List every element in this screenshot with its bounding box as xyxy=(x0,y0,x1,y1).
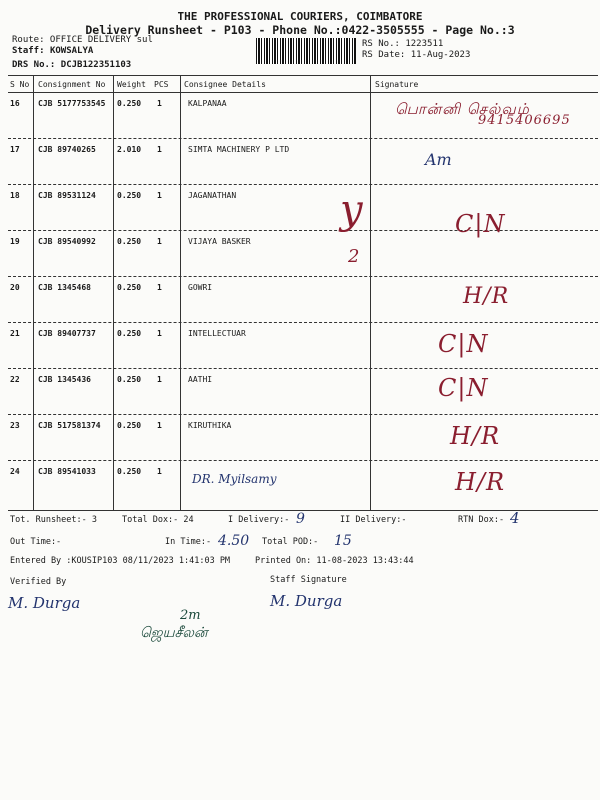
row-divider xyxy=(8,414,598,415)
bracket-count: 2 xyxy=(348,246,361,267)
row-weight: 0.250 xyxy=(117,375,142,384)
row-consignee: KALPANAA xyxy=(188,99,227,108)
col-consignment: Consignment No xyxy=(38,80,106,89)
row-signature: H/R xyxy=(455,468,506,496)
extra-signature-tamil: ஜெயசீலன் xyxy=(140,625,208,641)
row-sno: 24 xyxy=(10,467,20,476)
col-weight: Weight xyxy=(117,80,146,89)
in-time-value: 4.50 xyxy=(218,533,250,549)
row-divider xyxy=(8,276,598,277)
row-pcs: 1 xyxy=(157,145,162,154)
row-weight: 0.250 xyxy=(117,329,142,338)
row-consignment: CJB 517581374 xyxy=(38,421,101,430)
rtn-dox-label: RTN Dox:- xyxy=(458,515,505,525)
row-consignment: CJB 89541033 xyxy=(38,467,96,476)
total-pod-value: 15 xyxy=(334,533,352,549)
row-sno: 21 xyxy=(10,329,20,338)
row-signature: H/R xyxy=(450,422,501,450)
col-sno: S No xyxy=(10,80,30,89)
row-weight: 2.010 xyxy=(117,145,142,154)
row-weight: 0.250 xyxy=(117,237,142,246)
row-weight: 0.250 xyxy=(117,467,142,476)
total-pod-label: Total POD:- xyxy=(262,537,319,547)
table-header-rule xyxy=(8,92,598,93)
row-consignment: CJB 89540992 xyxy=(38,237,96,246)
row-pcs: 1 xyxy=(157,99,162,108)
printed-on: Printed On: 11-08-2023 13:43:44 xyxy=(255,556,414,566)
row-pcs: 1 xyxy=(157,375,162,384)
ii-delivery: II Delivery:- xyxy=(340,515,407,525)
row-divider xyxy=(8,368,598,369)
row-weight: 0.250 xyxy=(117,421,142,430)
row-pcs: 1 xyxy=(157,191,162,200)
row-signature: H/R xyxy=(463,284,510,309)
row-sno: 17 xyxy=(10,145,20,154)
row-pcs: 1 xyxy=(157,467,162,476)
entered-by: Entered By :KOUSIP103 08/11/2023 1:41:03 PM xyxy=(10,556,231,566)
row-consignee: VIJAYA BASKER xyxy=(188,237,251,246)
rtn-dox-value: 4 xyxy=(510,509,520,527)
i-delivery-value: 9 xyxy=(296,511,305,527)
row-consignment: CJB 5177753545 xyxy=(38,99,106,108)
row-divider xyxy=(8,460,598,461)
col-signature: Signature xyxy=(375,80,419,89)
runsheet-subtitle: Delivery Runsheet - P103 - Phone No.:0422-3505555 - Page No.:3 xyxy=(85,23,515,37)
bracket-mark: y xyxy=(340,187,364,233)
row-sno: 22 xyxy=(10,375,20,384)
row-weight: 0.250 xyxy=(117,191,142,200)
row-consignee: AATHI xyxy=(188,375,213,384)
col-consignee: Consignee Details xyxy=(184,80,266,89)
row-sno: 16 xyxy=(10,99,20,108)
total-runsheet: Tot. Runsheet:- 3 xyxy=(10,515,97,525)
in-time-label: In Time:- xyxy=(165,537,212,547)
row-consignee: GOWRI xyxy=(188,283,213,292)
row-consignment: CJB 89407737 xyxy=(38,329,96,338)
row-consignment: CJB 89740265 xyxy=(38,145,96,154)
row-consignee: KIRUTHIKA xyxy=(188,421,232,430)
row-consignee: JAGANATHAN xyxy=(188,191,237,200)
total-dox: Total Dox:- 24 xyxy=(122,515,194,525)
company-title: THE PROFESSIONAL COURIERS, COIMBATORE xyxy=(177,10,423,23)
row-pcs: 1 xyxy=(157,421,162,430)
row-consignee: INTELLECTUAR xyxy=(188,329,246,338)
col-divider xyxy=(113,75,114,510)
row-divider xyxy=(8,184,598,185)
row-consignee: DR. Myilsamy xyxy=(192,472,277,486)
row-pcs: 1 xyxy=(157,283,162,292)
rs-number: RS No.: 1223511 xyxy=(362,39,444,49)
drs-line xyxy=(12,60,131,70)
row-signature: C|N xyxy=(455,210,506,238)
row-divider xyxy=(8,138,598,139)
staff-signature: M. Durga xyxy=(270,592,343,610)
col-divider xyxy=(370,75,371,510)
row-signature: பொன்னி செல்வம் xyxy=(395,100,530,118)
col-pcs: PCS xyxy=(154,80,169,89)
row-weight: 0.250 xyxy=(117,99,142,108)
row-consignment: CJB 89531124 xyxy=(38,191,96,200)
rs-date: RS Date: 11-Aug-2023 xyxy=(362,50,471,60)
row-divider xyxy=(8,322,598,323)
col-divider xyxy=(33,75,34,510)
row-signature: C|N xyxy=(438,330,489,358)
extra-signature: 2m xyxy=(180,608,201,623)
row-signature: C|N xyxy=(438,374,489,402)
row-sno: 20 xyxy=(10,283,20,292)
staff-line xyxy=(12,46,93,56)
row-pcs: 1 xyxy=(157,329,162,338)
barcode xyxy=(256,38,356,64)
row-consignment: CJB 1345468 xyxy=(38,283,91,292)
col-divider xyxy=(180,75,181,510)
i-delivery-label: I Delivery:- xyxy=(228,515,290,525)
row-divider xyxy=(8,230,598,231)
drs-label: DRS No.: xyxy=(12,60,61,70)
staff-signature-label: Staff Signature xyxy=(270,575,347,585)
row-sno: 18 xyxy=(10,191,20,200)
verified-by-label: Verified By xyxy=(10,577,67,587)
table-top-rule xyxy=(8,75,598,76)
out-time: Out Time:- xyxy=(10,537,62,547)
row-signature-phone: 9415406695 xyxy=(478,113,571,128)
row-sno: 23 xyxy=(10,421,20,430)
row-sno: 19 xyxy=(10,237,20,246)
staff-name: KOWSALYA xyxy=(49,46,94,56)
row-consignment: CJB 1345436 xyxy=(38,375,91,384)
staff-label: Staff: xyxy=(12,46,50,56)
verified-signature: M. Durga xyxy=(8,594,81,612)
row-signature: Am xyxy=(425,150,452,169)
row-weight: 0.250 xyxy=(117,283,142,292)
route: Route: OFFICE DELIVERY sul xyxy=(12,35,153,45)
row-pcs: 1 xyxy=(157,237,162,246)
row-consignee: SIMTA MACHINERY P LTD xyxy=(188,145,290,154)
drs-number: DCJB122351103 xyxy=(60,60,132,70)
